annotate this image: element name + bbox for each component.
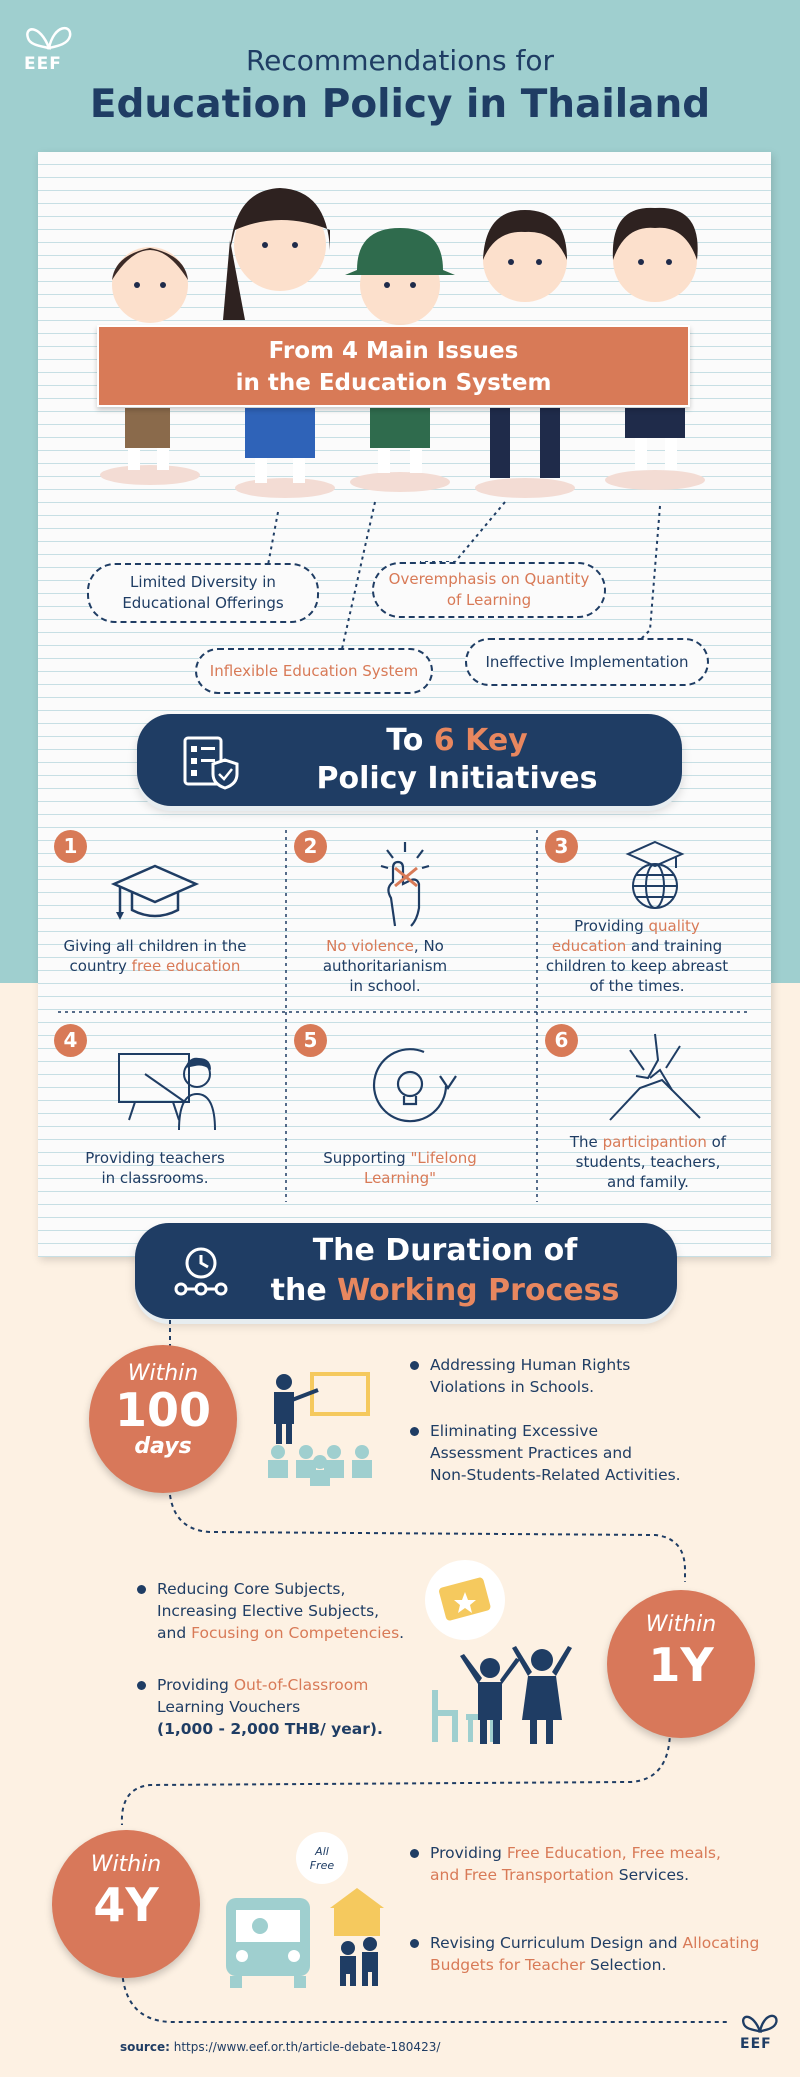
phase-2-b1-period: . [399,1624,405,1642]
phase-3-b2-highlight-a: Allocating [682,1934,760,1952]
issue-1-line2: Educational Offerings [122,594,284,612]
policy-3-line2b: and training [626,937,723,955]
phase-2-b1-line1: Reducing Core Subjects, [157,1580,346,1598]
policy-header-to: To [386,723,434,758]
policy-3-line1a: Providing [574,917,649,935]
policy-number-6: 6 [545,1024,578,1057]
issue-4-text: Ineffective Implementation [485,652,689,671]
graduation-cap-icon [110,862,200,924]
joined-hands-icon [600,1030,710,1130]
policy-1-highlight: free education [131,957,241,975]
banner-line1: From 4 Main Issues [268,338,519,364]
page-title: Education Policy in Thailand [89,82,711,127]
phase-1-bullet-2 [410,1420,681,1486]
phase-3-b2-highlight-b: Budgets for Teacher [430,1956,586,1974]
source-line [120,2040,440,2054]
policy-3-line3: children to keep abreast [545,957,729,975]
policy-header-line2: Policy Initiatives [316,761,598,796]
policy-6-line1a: The [569,1133,603,1151]
phase-3-b1-line1a: Providing [430,1844,507,1862]
phase-2-b1-line2: Increasing Elective Subjects, [157,1602,380,1620]
policy-1-line2a: country [69,957,132,975]
policy-2-text [285,936,485,996]
phase-2-bullet-2 [137,1674,383,1740]
phase-3-b1-highlight-a: Free Education, Free meals, [506,1844,721,1862]
phase-2-within: Within [645,1612,717,1637]
phase-2-b2-line3: (1,000 - 2,000 THB/ year). [157,1720,383,1738]
policy-2-highlight: No violence [326,937,414,955]
issue-1-line1: Limited Diversity in [130,573,276,591]
issue-bubble-inflexible [195,648,433,694]
phase-3-within: Within [90,1852,162,1877]
policy-header-key: 6 Key [433,723,528,758]
policy-5-line1a: Supporting [323,1149,411,1167]
phase-1-b2-line1: Eliminating Excessive [430,1422,599,1440]
issue-bubble-quantity [372,562,606,618]
phase-3-bullet-2 [410,1932,759,1976]
duration-header-line2a: the [270,1273,338,1308]
school-bus-icon [222,1830,392,1990]
duration-header-line1: The Duration of [312,1233,578,1268]
issue-bubble-implementation [465,638,709,686]
teacher-board-icon [115,1050,225,1132]
logo-text: EEF [24,54,62,74]
phase-1-b1-line1: Addressing Human Rights [430,1356,631,1374]
policy-2-line1b: , No [413,937,444,955]
policy-5-text [295,1148,505,1188]
issue-2-line1: Overemphasis on Quantity [388,570,590,588]
presenter-audience-icon [262,1368,380,1486]
duration-header [135,1223,677,1319]
policy-4-text [40,1148,270,1188]
policy-3-line4: of the times. [589,977,685,995]
clock-timeline-icon [173,1245,229,1299]
policy-number-5: 5 [294,1024,327,1057]
policy-4-line2: in classrooms. [101,1169,209,1187]
policy-6-text [537,1132,759,1192]
students-voucher-icon [420,1560,590,1746]
phase-1-within: Within [127,1361,199,1386]
policy-number-2: 2 [294,830,327,863]
globe-graduation-icon [622,840,688,918]
policy-4-line1: Providing teachers [85,1149,225,1167]
footer-logo-text: EEF [740,2036,772,2052]
lifelong-learning-icon [366,1042,462,1130]
policy-6-line2: students, teachers, [575,1153,721,1171]
banner-line2: in the Education System [235,370,552,396]
all-free-badge-line1: All [315,1845,329,1858]
header-line1: Recommendations for [245,44,555,77]
policy-header [137,714,682,806]
phase-3-b1-highlight-b: and Free Transportation [430,1866,614,1884]
phase-1-b2-line3: Non-Students-Related Activities. [430,1466,681,1484]
checklist-shield-icon [181,734,241,790]
policy-1-line1: Giving all children in the [63,937,247,955]
phase-100-days-badge [89,1345,237,1493]
phase-3-bullet-1 [410,1842,721,1886]
phase-2-b1-highlight: Focusing on Competencies [191,1624,400,1642]
policy-5-highlight-b: Learning" [363,1169,437,1187]
source-url[interactable]: https://www.eef.or.th/article-debate-180423/ [169,2040,441,2054]
policy-3-text [526,916,748,996]
phase-1-b2-line2: Assessment Practices and [430,1444,632,1462]
policy-1-text [40,936,270,976]
phase-3-value: 4Y [93,1878,159,1932]
butterfly-icon [738,2008,782,2036]
phase-4-year-badge [52,1830,200,1978]
phase-1-unit: days [134,1434,192,1459]
policy-5-highlight-a: "Lifelong [410,1149,477,1167]
all-free-badge-line2: Free [309,1859,335,1872]
policy-number-4: 4 [54,1024,87,1057]
policy-3-highlight-a: quality [648,917,700,935]
phase-3-b1-line2b: Services. [613,1866,690,1884]
phase-1-b1-line2: Violations in Schools. [430,1378,595,1396]
issues-banner [97,325,690,407]
phase-1-bullet-1 [410,1354,630,1398]
source-label: source: [120,2040,170,2054]
policy-6-highlight: participantion [602,1133,707,1151]
policy-number-1: 1 [54,830,87,863]
policy-2-line3: in school. [349,977,421,995]
footer-eef-logo [738,2008,792,2066]
policy-number-3: 3 [545,830,578,863]
duration-header-highlight: Working Process [337,1273,620,1308]
phase-3-b2-line2b: Selection. [585,1956,667,1974]
phase-2-bullet-1 [137,1578,404,1644]
policy-2-line2: authoritarianism [322,957,448,975]
policy-6-line3: and family. [607,1173,689,1191]
issue-bubble-diversity [87,563,319,623]
phase-1-value: 100 [114,1383,212,1437]
phase-1-year-badge [607,1590,755,1738]
hand-stop-icon [375,838,435,930]
policy-6-line1c: of [706,1133,727,1151]
issue-2-line2: of Learning [446,591,532,609]
phase-2-b2-highlight: Out-of-Classroom [233,1676,369,1694]
phase-2-b1-line3a: and [157,1624,192,1642]
issue-3-text: Inflexible Education System [209,661,419,680]
policy-3-highlight-b: education [551,937,627,955]
phase-2-b2-line1a: Providing [157,1676,234,1694]
phase-2-value: 1Y [648,1638,714,1692]
phase-3-b2-line1a: Revising Curriculum Design and [430,1934,683,1952]
phase-2-b2-line2: Learning Vouchers [157,1698,301,1716]
